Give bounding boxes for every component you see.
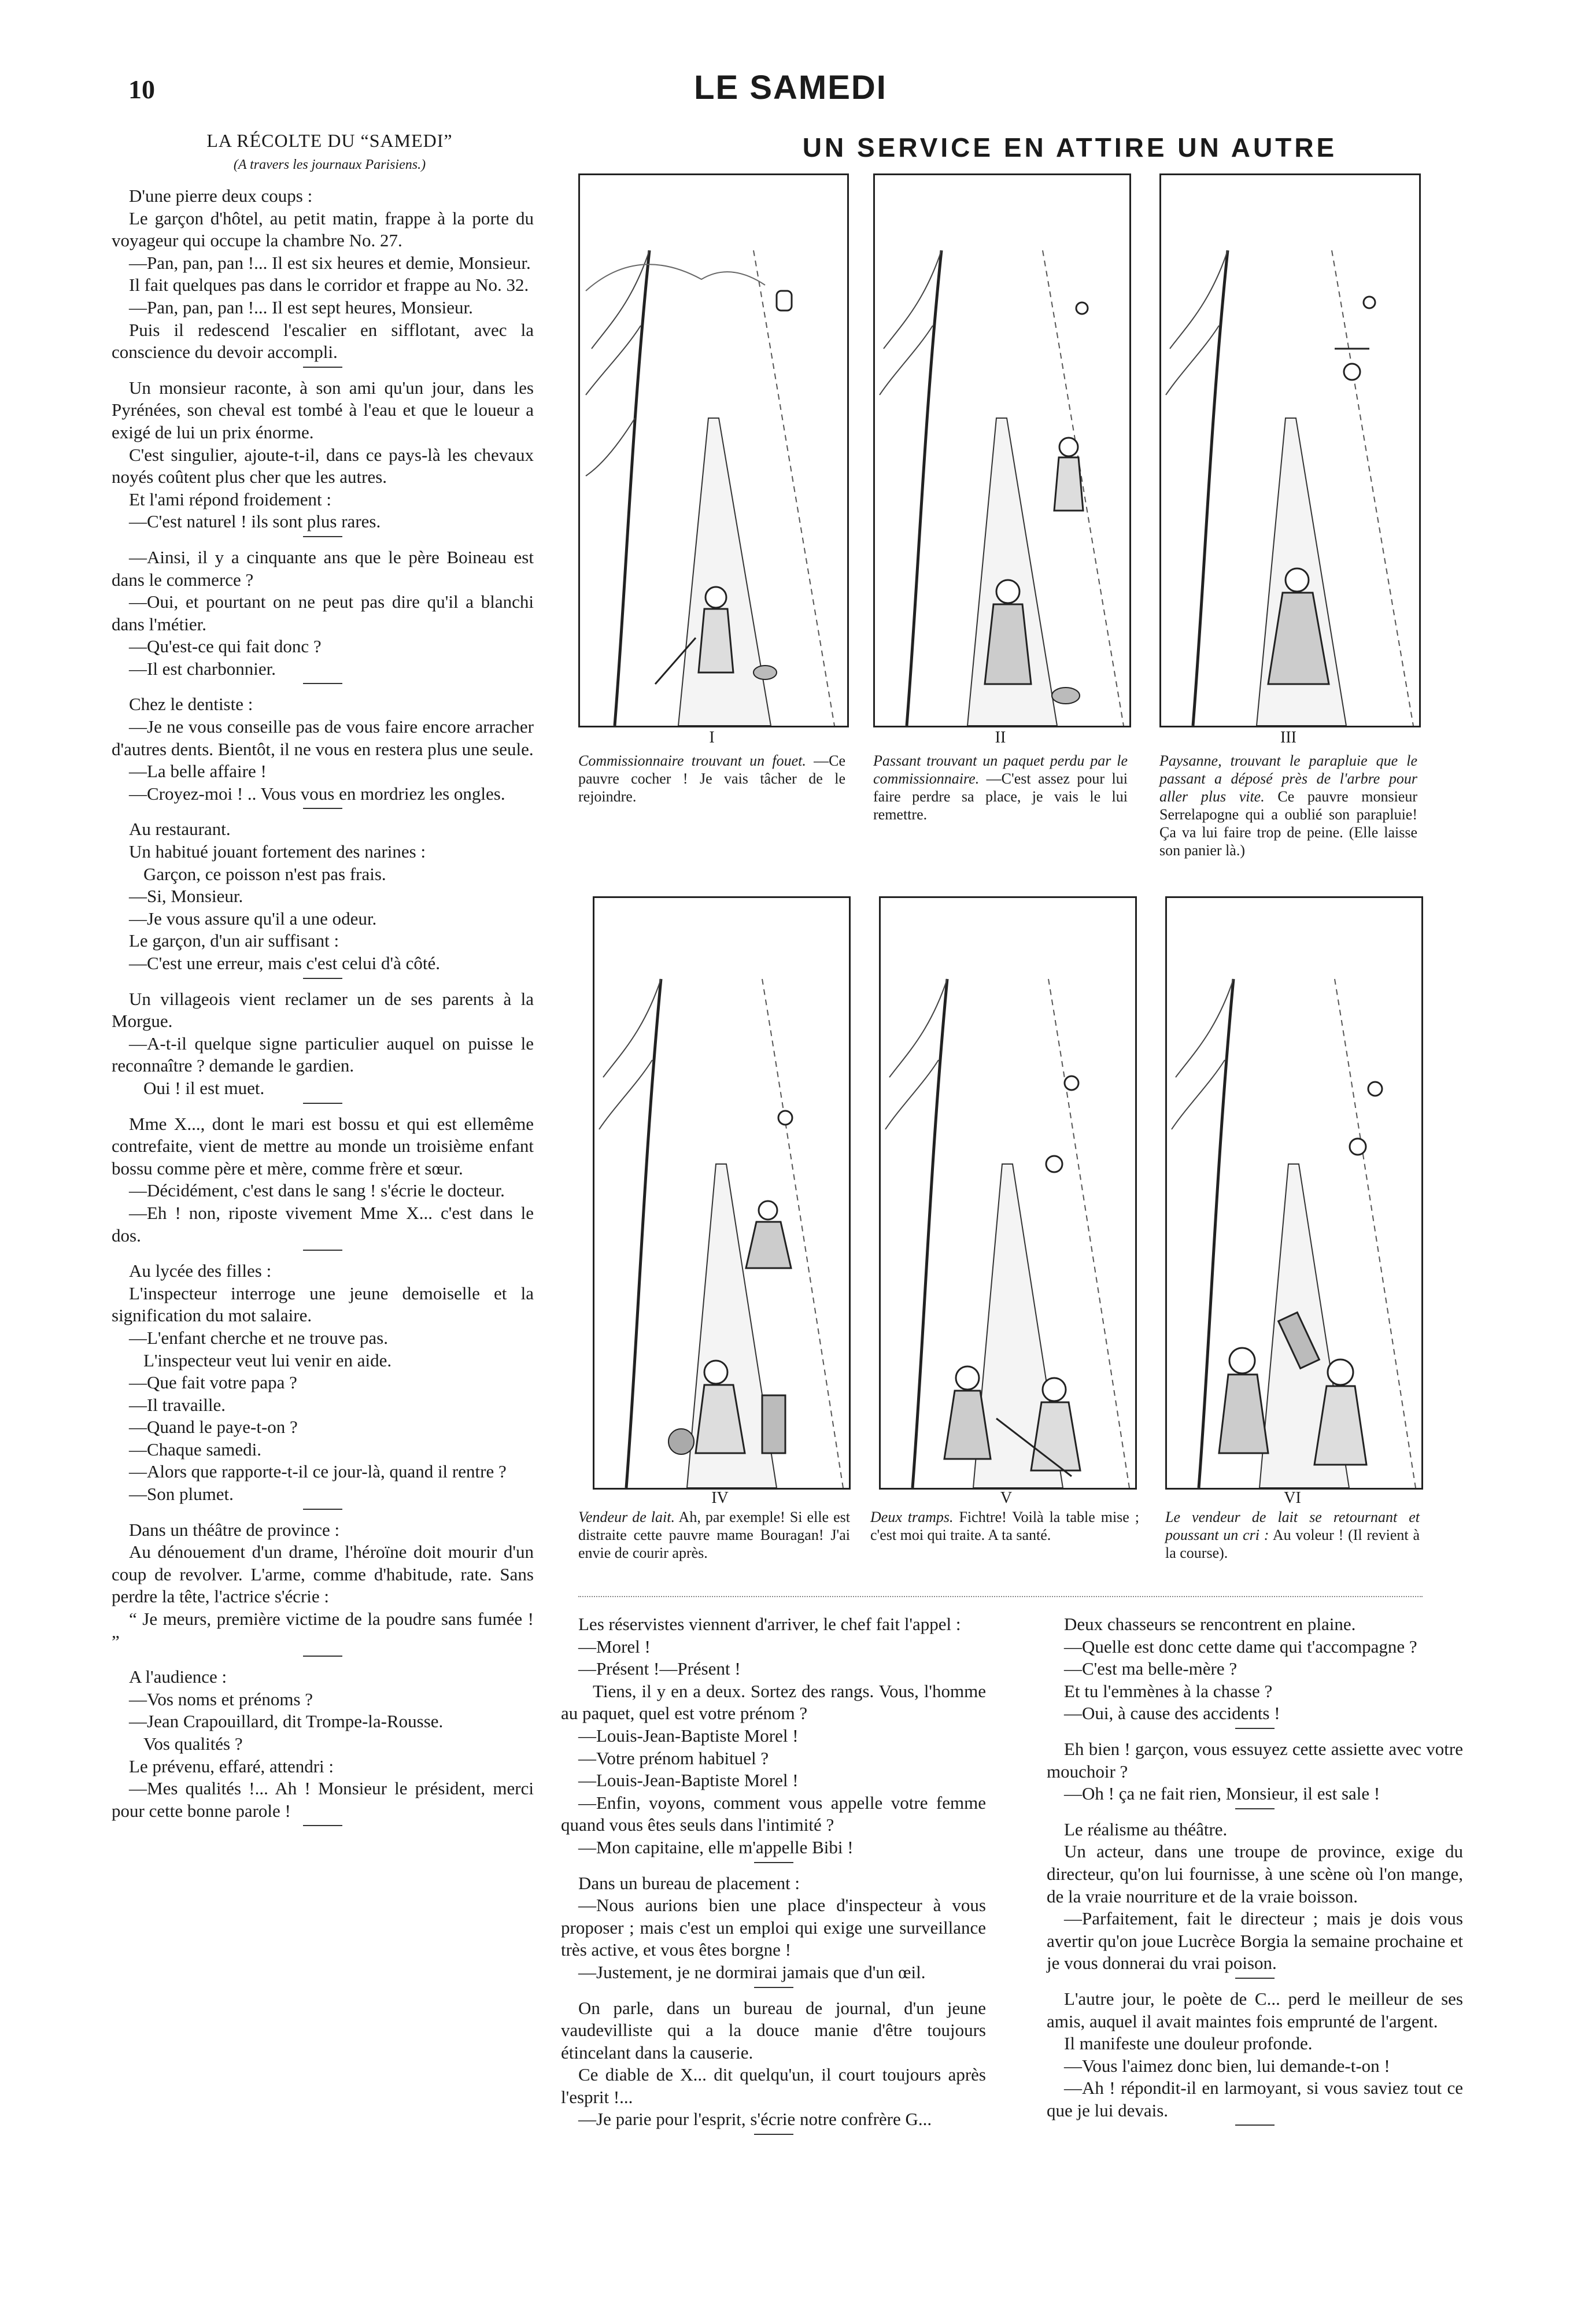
paragraph: —Je ne vous conseille pas de vous faire encore arracher d'autres dents. Bientôt, il ne vous en restera plus une seule. — [112, 716, 534, 759]
paragraph: —La belle affaire ! — [129, 761, 267, 782]
paragraph: —Quelle est donc cette dame qui t'accompagne ? — [1064, 1636, 1417, 1657]
panel-numeral: III — [1280, 729, 1296, 747]
panel-illustration — [1161, 175, 1419, 726]
paragraph: —C'est naturel ! ils sont plus rares. — [129, 511, 381, 532]
divider — [303, 1656, 342, 1657]
comic-panel-5 — [879, 896, 1137, 1490]
comic-panel-1 — [578, 173, 849, 727]
divider — [1235, 1978, 1275, 1979]
panel-caption — [1159, 752, 1417, 859]
paragraph: —Vous l'aimez donc bien, lui demande-t-on ! — [1064, 2055, 1390, 2076]
paragraph: —Qu'est-ce qui fait donc ? — [129, 636, 322, 657]
paragraph: A l'audience : — [129, 1667, 227, 1687]
caption-italic: Commissionnaire trouvant un fouet. — [578, 752, 806, 769]
divider — [1235, 1728, 1275, 1729]
divider — [1235, 1808, 1275, 1809]
paragraph: Un villageois vient reclamer un de ses parents à la Morgue. — [112, 988, 534, 1032]
left-column-text — [112, 185, 534, 1835]
paragraph: Il manifeste une douleur profonde. — [1064, 2033, 1313, 2054]
paragraph: Garçon, ce poisson n'est pas frais. — [143, 863, 386, 884]
divider — [754, 2134, 793, 2135]
paragraph: —Si, Monsieur. — [129, 886, 243, 907]
paragraph: On parle, dans un bureau de journal, d'un jeune vaudevilliste qui a la douce manie d'être toujours étincelant dans la causerie. — [561, 1997, 986, 2063]
panel-caption — [578, 752, 845, 806]
caption-italic: Passant trouvant un paquet perdu par le commissionnaire. — [873, 752, 1128, 787]
paragraph: —Jean Crapouillard, dit Trompe-la-Rousse. — [129, 1711, 444, 1732]
caption-italic: Deux tramps. — [870, 1509, 954, 1525]
paragraph: —Chaque samedi. — [129, 1439, 262, 1460]
paragraph: D'une pierre deux coups : — [129, 186, 313, 206]
comic-panel-3 — [1159, 173, 1421, 727]
paragraph: —Oui, et pourtant on ne peut pas dire qu'il a blanchi dans l'métier. — [112, 592, 534, 634]
paragraph: —Son plumet. — [129, 1484, 234, 1505]
bottom-right-column-text — [1047, 1613, 1463, 2135]
paragraph: —Que fait votre papa ? — [129, 1372, 297, 1393]
panel-illustration — [881, 898, 1135, 1488]
paragraph: —Présent !—Présent ! — [578, 1658, 741, 1679]
caption-text: Fichtre! Voilà la table mise ; c'est moi qui traite. A ta santé. — [870, 1509, 1139, 1543]
panel-illustration — [875, 175, 1129, 726]
paragraph: —Morel ! — [578, 1636, 651, 1657]
paragraph: L'autre jour, le poète de C... perd le meilleur de ses amis, auquel il avait maintes fois emprunté de l'argent. — [1047, 1988, 1463, 2031]
comic-panel-6 — [1165, 896, 1423, 1490]
paragraph: Et tu l'emmènes à la chasse ? — [1064, 1680, 1273, 1701]
paragraph: Au dénouement d'un drame, l'héroïne doit mourir d'un coup de revolver. L'arme, comme d'habitude, rate. Sans perdre la tête, l'actrice s'écrie : — [112, 1542, 534, 1607]
paragraph: —Pan, pan, pan !... Il est sept heures, Monsieur. — [129, 297, 473, 317]
paragraph: —Je parie pour l'esprit, s'écrie notre confrère G... — [578, 2109, 932, 2130]
paragraph: Puis il redescend l'escalier en sifflotant, avec la conscience du devoir accompli. — [112, 319, 534, 363]
paragraph: —A-t-il quelque signe particulier auquel on puisse le reconnaître ? demande le gardien. — [112, 1033, 534, 1076]
divider — [303, 978, 342, 979]
paragraph: —Nous aurions bien une place d'inspecteur à vous proposer ; mais c'est un emploi qui exige une surveillance très active, et vous êtes borgne ! — [561, 1895, 986, 1960]
paragraph: Les réservistes viennent d'arriver, le chef fait l'appel : — [578, 1614, 961, 1634]
paragraph: —Ah ! répondit-il en larmoyant, si vous saviez tout ce que je lui devais. — [1047, 2078, 1463, 2120]
paragraph: —Enfin, voyons, comment vous appelle votre femme quand vous êtes seuls dans l'intimité ? — [561, 1792, 986, 1835]
paragraph: —Oh ! ça ne fait rien, Monsieur, il est sale ! — [1064, 1783, 1380, 1804]
paragraph: —Vos noms et prénoms ? — [129, 1688, 313, 1709]
caption-text: —Ce pauvre cocher ! Je vais tâcher de le rejoindre. — [578, 752, 846, 805]
paragraph: Le réalisme au théâtre. — [1064, 1819, 1228, 1839]
panel-numeral: VI — [1284, 1489, 1301, 1507]
paragraph: Un habitué jouant fortement des narines : — [129, 841, 426, 862]
paragraph: Ce diable de X... dit quelqu'un, il court toujours après l'esprit !... — [561, 2064, 986, 2107]
paragraph: —Quand le paye-t-on ? — [129, 1417, 298, 1438]
divider — [303, 536, 342, 537]
caption-text: —C'est assez pour lui faire perdre sa place, je vais le lui remettre. — [873, 770, 1128, 823]
paragraph: Le prévenu, effaré, attendri : — [129, 1756, 334, 1776]
paragraph: —Décidément, c'est dans le sang ! s'écrie le docteur. — [129, 1180, 505, 1201]
paragraph: —Mon capitaine, elle m'appelle Bibi ! — [578, 1837, 854, 1857]
comic-title: UN SERVICE EN ATTIRE UN AUTRE — [802, 132, 1338, 162]
panel-illustration — [594, 898, 849, 1488]
divider — [754, 1862, 793, 1863]
bottom-middle-column-text — [561, 1613, 986, 2144]
paragraph: —Mes qualités !... Ah ! Monsieur le président, merci pour cette bonne parole ! — [112, 1778, 534, 1821]
paragraph: Mme X..., dont le mari est bossu et qui est ellemême contrefaite, vient de mettre au monde un troisième enfant bossu comme père et mère, comme frère et sœur. — [112, 1113, 534, 1178]
paragraph: —C'est une erreur, mais c'est celui d'à côté. — [129, 953, 441, 973]
panel-illustration — [580, 175, 847, 726]
comic-panel-4 — [593, 896, 851, 1490]
caption-italic: Vendeur de lait. — [578, 1509, 675, 1525]
paragraph: Un monsieur raconte, à son ami qu'un jour, dans les Pyrénées, son cheval est tombé à l'eau et que le loueur a exigé de lui un prix énorme. — [112, 377, 534, 442]
paragraph: —Il travaille. — [129, 1394, 226, 1415]
panel-numeral: II — [995, 729, 1006, 747]
paragraph: Dans un théâtre de province : — [129, 1519, 340, 1540]
paragraph: Vos qualités ? — [143, 1734, 243, 1754]
paragraph: —Oui, à cause des accidents ! — [1064, 1703, 1280, 1724]
panel-numeral: IV — [711, 1489, 729, 1507]
divider — [303, 1825, 342, 1826]
panel-caption — [1165, 1508, 1420, 1562]
paragraph: —Croyez-moi ! .. Vous vous en mordriez les ongles. — [129, 783, 505, 804]
divider — [303, 1103, 342, 1104]
divider — [303, 1509, 342, 1510]
paragraph: L'inspecteur veut lui venir en aide. — [143, 1350, 392, 1370]
comic-bottom-rule — [578, 1596, 1423, 1597]
paragraph: “ Je meurs, première victime de la poudre sans fumée ! ” — [112, 1609, 534, 1651]
paragraph: Dans un bureau de placement : — [578, 1872, 800, 1893]
paragraph: Deux chasseurs se rencontrent en plaine. — [1064, 1614, 1356, 1634]
panel-caption — [873, 752, 1128, 823]
paragraph: —Pan, pan, pan !... Il est six heures et demie, Monsieur. — [129, 252, 531, 273]
paragraph: —Eh ! non, riposte vivement Mme X... c'est dans le dos. — [112, 1202, 534, 1246]
paragraph: Tiens, il y en a deux. Sortez des rangs. Vous, l'homme au paquet, quel est votre prénom ? — [561, 1680, 986, 1724]
paragraph: —Il est charbonnier. — [129, 658, 276, 679]
divider — [754, 1987, 793, 1988]
caption-text: Ce pauvre monsieur Serrelapogne qui a oublié son parapluie! Ça va lui faire trop de peine. (Elle laisse son panier là.) — [1159, 788, 1417, 859]
paragraph: —C'est ma belle-mère ? — [1064, 1658, 1238, 1679]
paragraph: C'est singulier, ajoute-t-il, dans ce pays-là les chevaux noyés coûtent plus cher que les autres. — [112, 444, 534, 487]
left-column-subtitle: (A travers les journaux Parisiens.) — [233, 157, 426, 172]
paragraph: —Louis-Jean-Baptiste Morel ! — [578, 1725, 799, 1746]
panel-numeral: V — [1000, 1489, 1013, 1507]
divider — [303, 808, 342, 809]
caption-text: Au voleur ! (Il revient à la course). — [1165, 1527, 1420, 1561]
paragraph: —Justement, je ne dormirai jamais que d'un œil. — [578, 1961, 926, 1982]
masthead: LE SAMEDI — [694, 69, 887, 106]
paragraph: —Louis-Jean-Baptiste Morel ! — [578, 1770, 799, 1791]
paragraph: Le garçon, d'un air suffisant : — [129, 930, 339, 951]
paragraph: Oui ! il est muet. — [143, 1077, 265, 1098]
paragraph: Au restaurant. — [129, 819, 231, 840]
caption-italic: Le vendeur de lait se retournant et poussant un cri : — [1165, 1509, 1420, 1543]
paragraph: Le garçon d'hôtel, au petit matin, frappe à la porte du voyageur qui occupe la chambre No. 27. — [112, 208, 534, 251]
paragraph: —L'enfant cherche et ne trouve pas. — [129, 1327, 388, 1348]
paragraph: Au lycée des filles : — [129, 1261, 272, 1281]
paragraph: Un acteur, dans une troupe de province, exige du directeur, qu'on lui fournisse, à une scène où l'on mange, de la vraie nourriture et de la vraie boisson. — [1047, 1841, 1463, 1907]
paragraph: Il fait quelques pas dans le corridor et frappe au No. 32. — [129, 275, 529, 295]
divider — [1235, 2125, 1275, 2126]
paragraph: —Je vous assure qu'il a une odeur. — [129, 908, 377, 929]
paragraph: L'inspecteur interroge une jeune demoiselle et la signification du mot salaire. — [112, 1283, 534, 1326]
paragraph: —Alors que rapporte-t-il ce jour-là, quand il rentre ? — [129, 1461, 507, 1482]
left-column-title: LA RÉCOLTE DU “SAMEDI” — [206, 130, 453, 151]
paragraph: —Parfaitement, fait le directeur ; mais je dois vous avertir qu'on joue Lucrèce Borgia la semaine prochaine et je vous donnerai du vrai poison. — [1047, 1908, 1463, 1974]
paragraph: Eh bien ! garçon, vous essuyez cette assiette avec votre mouchoir ? — [1047, 1738, 1463, 1782]
divider — [303, 683, 342, 684]
paragraph: Chez le dentiste : — [129, 694, 253, 715]
caption-text: Ah, par exemple! Si elle est distraite cette pauvre mame Bouragan! J'ai envie de courir après. — [578, 1509, 850, 1561]
paragraph: —Ainsi, il y a cinquante ans que le père Boineau est dans le commerce ? — [112, 546, 534, 590]
panel-illustration — [1167, 898, 1421, 1488]
panel-caption — [870, 1508, 1139, 1544]
caption-italic: Paysanne, trouvant le parapluie que le passant a déposé près de l'arbre pour aller plus vite. — [1159, 752, 1417, 805]
divider — [303, 1250, 342, 1251]
panel-numeral: I — [709, 729, 715, 747]
paragraph: —Votre prénom habituel ? — [578, 1747, 769, 1768]
divider — [303, 367, 342, 368]
page-number: 10 — [128, 75, 155, 104]
comic-panel-2 — [873, 173, 1131, 727]
panel-caption — [578, 1508, 850, 1562]
paragraph: Et l'ami répond froidement : — [129, 489, 331, 509]
